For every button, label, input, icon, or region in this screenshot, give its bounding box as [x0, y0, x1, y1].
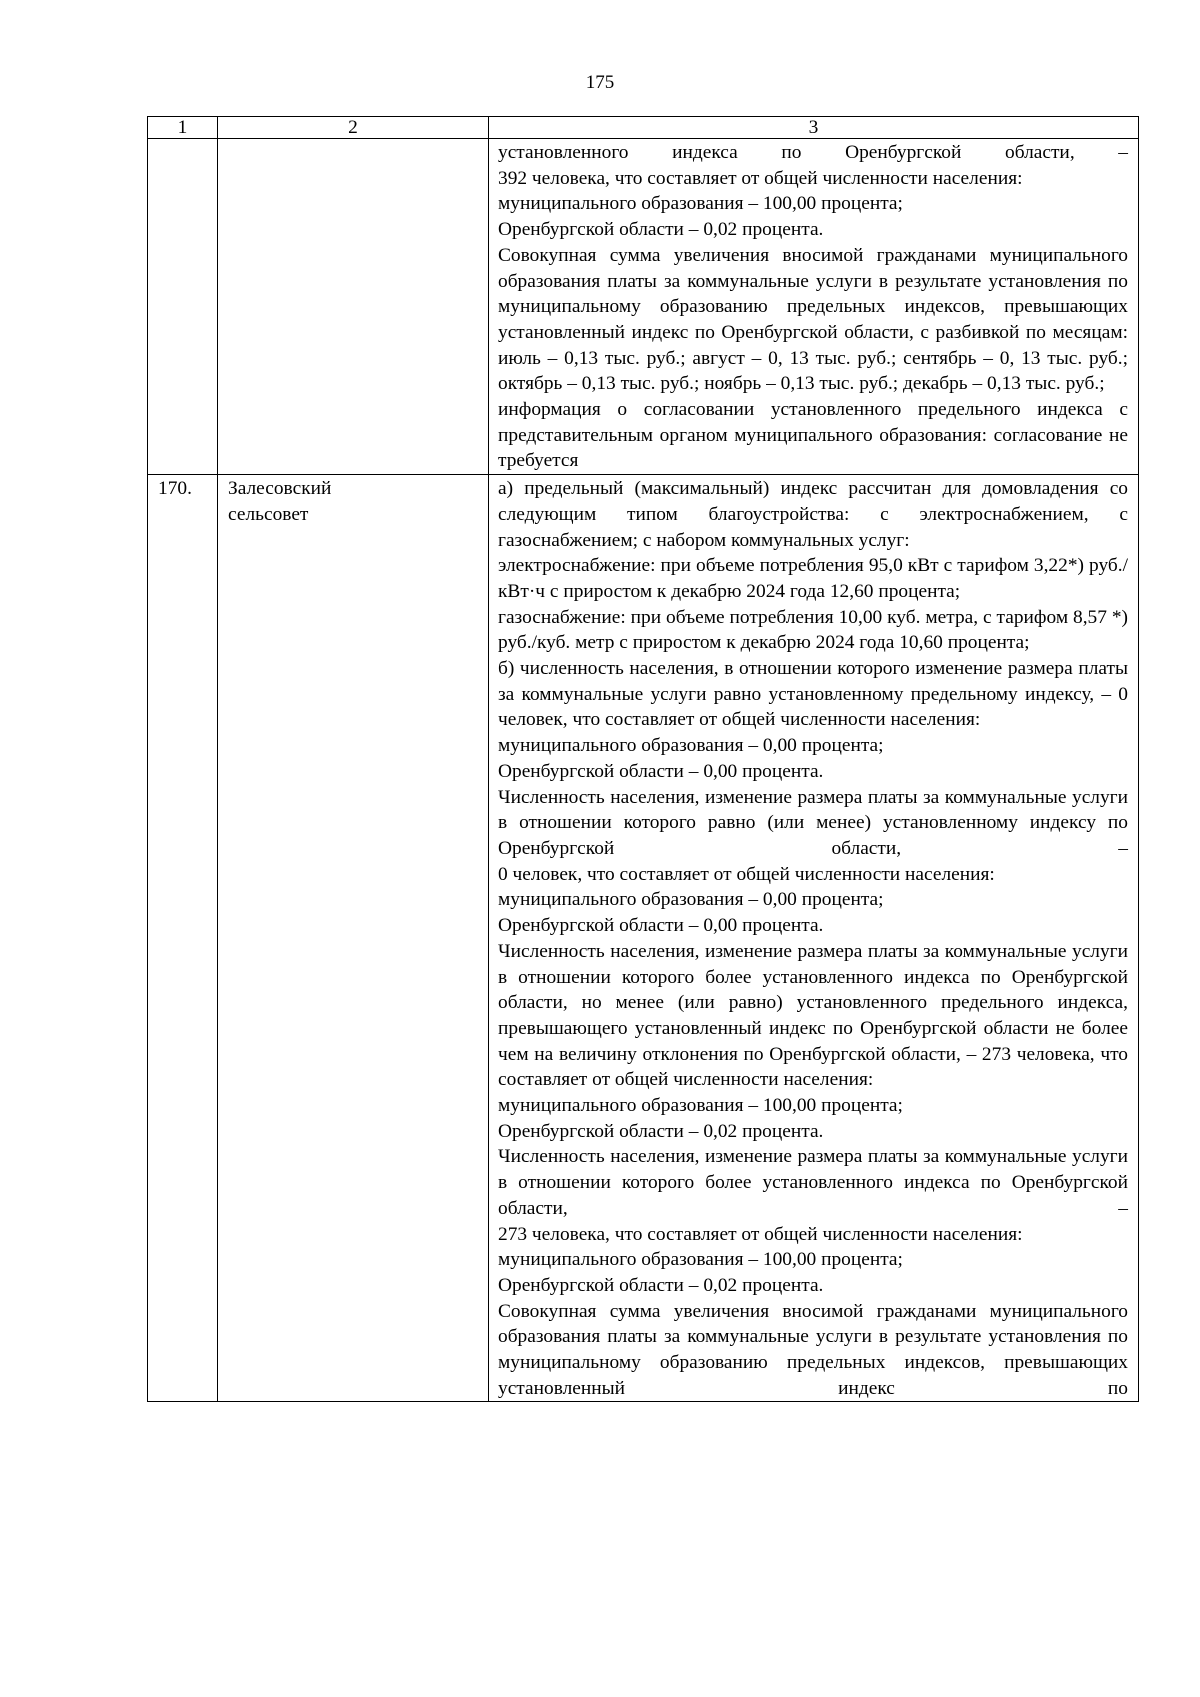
description-line: Оренбургской области – 0,00 процента. [498, 915, 824, 937]
column-header-3: 3 [489, 117, 1139, 139]
description-line: газоснабжение: при объеме потребления 10,00 куб. метра, с тарифом 8,57 *) руб./куб. метр с приростом к декабрю 2024 года 10,60 процента; [498, 606, 1128, 654]
description-line: 392 человека, что составляет от общей численности населения: [498, 167, 1023, 189]
description-line: а) предельный (максимальный) индекс рассчитан для домовладения со следующим типом благоустройства: с электроснабжением, с газоснабжением; с набором коммунальных услуг: [498, 478, 1128, 551]
column-header-1: 1 [148, 117, 218, 139]
description-line: установленного индекса по Оренбургской области, – [498, 142, 1128, 163]
description-line: Численность населения, изменение размера платы за коммунальные услуги в отношении которого равно (или менее) установленному индексу по Оренбургской области, – [498, 786, 1128, 859]
description-line: Оренбургской области – 0,02 процента. [498, 1120, 824, 1142]
description-line: Совокупная сумма увеличения вносимой гражданами муниципального образования платы за коммунальные услуги в результате установления по муниципальному образованию предельных индексов, превышающих установленный индекс по [498, 1300, 1128, 1399]
description-line: Численность населения, изменение размера платы за коммунальные услуги в отношении которого более установленного индекса по Оренбургской области, – [498, 1146, 1128, 1219]
municipality-cell [218, 139, 489, 475]
table-row-continuation [148, 139, 1139, 475]
description-line: электроснабжение: при объеме потребления 95,0 кВт с тарифом 3,22*) руб./кВт·ч с приростом к декабрю 2024 года 12,60 процента; [498, 555, 1128, 602]
municipality-type: сельсовет [228, 503, 309, 525]
municipality-cell [218, 475, 489, 1402]
description-line: муниципального образования – 0,00 процента; [498, 735, 884, 757]
row-number-cell [148, 139, 218, 475]
description-line: муниципального образования – 100,00 процента; [498, 1095, 903, 1117]
description-line: информация о согласовании установленного предельного индекса с представительным органом муниципального образования: согласование не требуется [498, 399, 1128, 472]
description-line: 273 человека, что составляет от общей численности населения: [498, 1223, 1023, 1245]
description-cell [489, 475, 1139, 1402]
description-line: муниципального образования – 0,00 процента; [498, 889, 884, 911]
description-line: 0 человек, что составляет от общей численности населения: [498, 863, 995, 885]
description-line: б) численность населения, в отношении которого изменение размера платы за коммунальные услуги равно установленному предельному индексу, – 0 человек, что составляет от общей численности населения: [498, 658, 1128, 731]
table-header-row [148, 117, 1139, 139]
description-line: Численность населения, изменение размера платы за коммунальные услуги в отношении которого более установленного индекса по Оренбургской области, но менее (или равно) установленного предельного индекса, превышающего установленный индекс по Оренбургской области не более чем на величину отклонения по Оренбургской области, – 273 человека, что составляет от общей численности населения: [498, 940, 1128, 1091]
table-row [148, 475, 1139, 1402]
row-number-cell: 170. [148, 475, 218, 1402]
description-line: Совокупная сумма увеличения вносимой гражданами муниципального образования платы за коммунальные услуги в результате установления по муниципальному образованию предельных индексов, превышающих установленный индекс по Оренбургской области, с разбивкой по месяцам: июль – 0,13 тыс. руб.; август – 0, 13 тыс. руб.; сентябрь – 0, 13 тыс. руб.; октябрь – 0,13 тыс. руб.; ноябрь – 0,13 тыс. руб.; декабрь – 0,13 тыс. руб.; [498, 244, 1128, 395]
description-line: муниципального образования – 100,00 процента; [498, 193, 903, 215]
column-header-2: 2 [218, 117, 489, 139]
description-line: Оренбургской области – 0,00 процента. [498, 760, 824, 782]
description-line: муниципального образования – 100,00 процента; [498, 1249, 903, 1271]
description-line: Оренбургской области – 0,02 процента. [498, 1274, 824, 1296]
page-number: 175 [585, 72, 615, 93]
description-cell [489, 139, 1139, 475]
municipality-name: Залесовский [228, 478, 332, 500]
description-line: Оренбургской области – 0,02 процента. [498, 219, 824, 241]
tariff-index-table [147, 116, 1139, 1402]
